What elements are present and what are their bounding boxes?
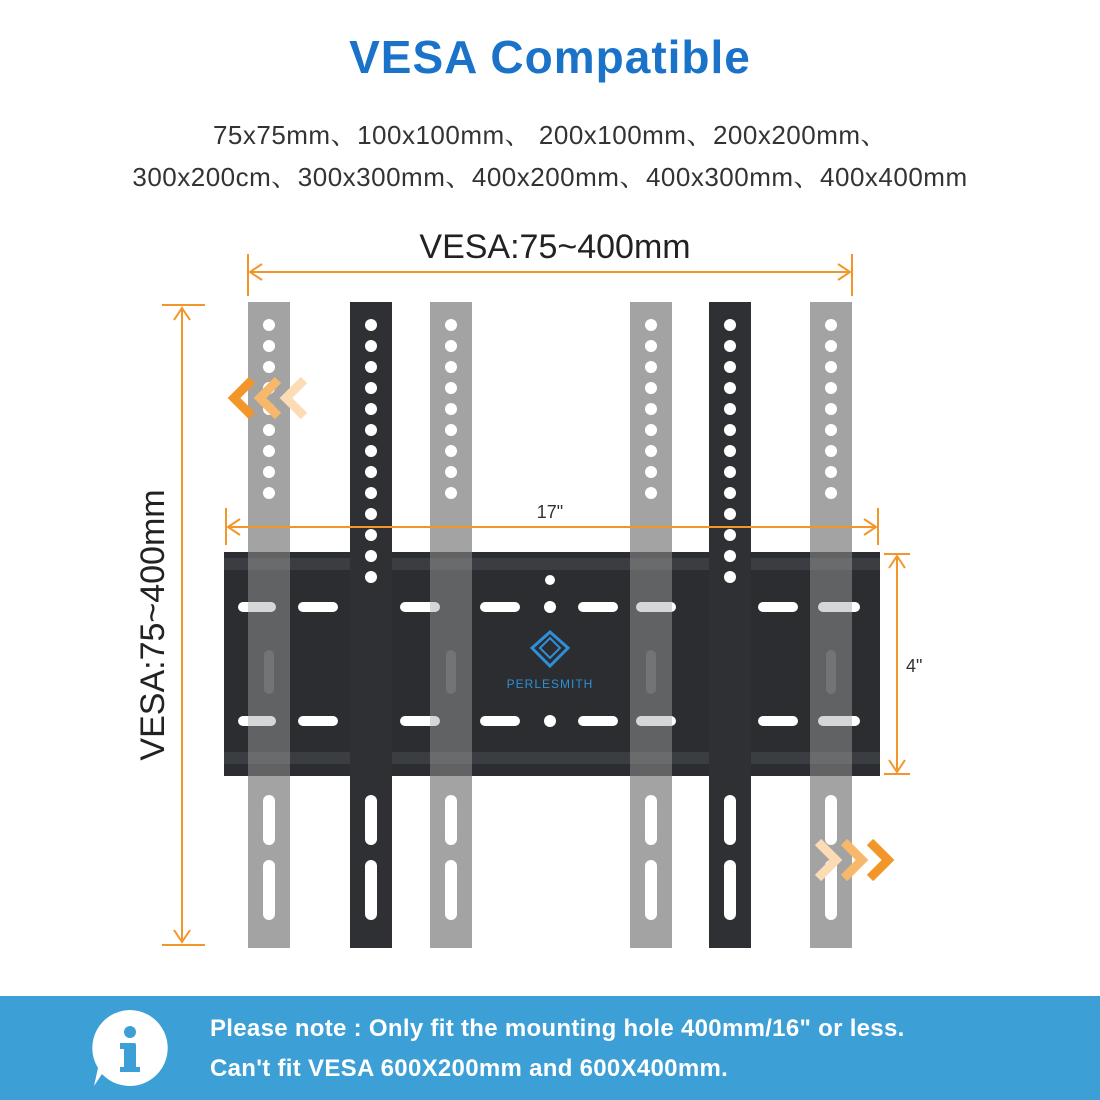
bracket-height-dimension [884, 554, 922, 774]
brand-name: PERLESMITH [506, 677, 594, 691]
bracket-width-dimension [226, 502, 878, 545]
arm-dark-right [709, 302, 751, 948]
bracket-width-label: 17" [536, 502, 564, 522]
arm-dark-left [350, 302, 392, 948]
vesa-height-dimension [134, 305, 205, 945]
note-line-1: Please note : Only fit the mounting hole 400mm/16" or less. [210, 1015, 905, 1042]
vesa-sizes-line-2: 300x200cm、300x300mm、400x200mm、400x300mm、400x400mm [132, 162, 968, 192]
vesa-height-label: VESA:75~400mm [134, 489, 172, 761]
vesa-width-dimension [248, 228, 852, 296]
note-line-2: Can't fit VESA 600X200mm and 600X400mm. [210, 1055, 729, 1082]
info-icon [88, 1006, 172, 1090]
vesa-width-label: VESA:75~400mm [419, 228, 691, 266]
bracket-height-label: 4" [906, 656, 923, 676]
vesa-sizes-line-1: 75x75mm、100x100mm、 200x100mm、200x200mm、 [212, 120, 888, 150]
page-title: VESA Compatible [349, 31, 751, 83]
